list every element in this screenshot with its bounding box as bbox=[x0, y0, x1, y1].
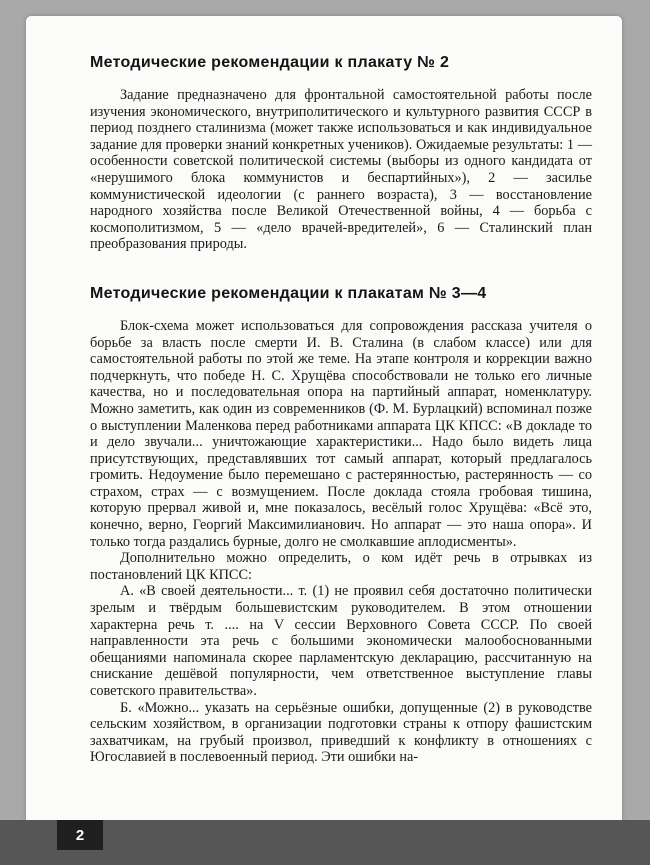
paragraph: Блок-схема может использоваться для сопровождения рассказа учителя о борьбе за власть после смерти И. В. Сталина (в слабом классе) или для самостоятельной работы по этой же теме. На этапе контроля и коррекции важно подчеркнуть, что победе Н. С. Хрущёва способствовали не только его личные качества, но и последовательная опора на партийный аппарат, номенклатуру. Можно заметить, как один из современников (Ф. М. Бурлацкий) вспоминал позже о выступлении Маленкова перед работниками аппарата ЦК КПСС: «В докладе то и дело звучали... уничтожающие характеристики... Надо было видеть лица присутствующих, представлявших тот самый аппарат, который предлагалось громить. Недоумение было перемешано с растерянностью, растерянность — со страхом, страх — с возмущением. После доклада стояла гробовая тишина, которую прервал живой и, мне показалось, весёлый голос Хрущёва: «Всё это, конечно, верно, Георгий Максимилианович. Но аппарат — это наша опора». И только тогда раздались бурные, долго не смолкавшие аплодисменты». bbox=[90, 317, 592, 550]
section-heading-poster-2: Методические рекомендации к плакату № 2 bbox=[90, 54, 450, 71]
page-number: 2 bbox=[57, 820, 103, 850]
paragraph: А. «В своей деятельности... т. (1) не проявил себя достаточно политически зрелым и твёрдым большевистским руководителем. В этом отношении характерна речь т. .... на V сессии Верховного Совета СССР. По своей направленности эта речь с большими экономически малообоснованными обещаниями напоминала скорее парламентскую декларацию, рассчитанную на снискание дешёвой популярности, чем ответственное выступление главы советского правительства». bbox=[90, 583, 592, 699]
book-page bbox=[26, 16, 622, 820]
page-content bbox=[26, 16, 622, 766]
paragraph: Задание предназначено для фронтальной самостоятельной работы после изучения экономического, внутриполитического и культурного развития СССР в период позднего сталинизма (может также использоваться и как индивидуальное задание для проверки знаний конкретных учеников). Ожидаемые результаты: 1 — особенности советской политической системы (выборы из одного кандидата от «нерушимого блока коммунистов и беспартийных»), 2 — засилье коммунистической идеологии (с раннего возраста), 3 — восстановление народного хозяйства после Великой Отечественной войны, 4 — борьба с космополитизмом, 5 — «дело врачей-вредителей», 6 — Сталинский план преобразования природы. bbox=[90, 87, 592, 253]
section-heading-posters-3-4: Методические рекомендации к плакатам № 3—4 bbox=[90, 284, 487, 302]
paragraph: Б. «Можно... указать на серьёзные ошибки, допущенные (2) в руководстве сельским хозяйством, в организации подготовки страны к отпору фашистским захватчикам, на грубый произвол, приведший к конфликту в отношениях с Югославией в послевоенный период. Эти ошибки на- bbox=[90, 699, 592, 766]
section-divider-space bbox=[90, 253, 592, 285]
page-footer-band bbox=[0, 820, 650, 865]
paragraph: Дополнительно можно определить, о ком идёт речь в отрывках из постановлений ЦК КПСС: bbox=[90, 550, 592, 583]
